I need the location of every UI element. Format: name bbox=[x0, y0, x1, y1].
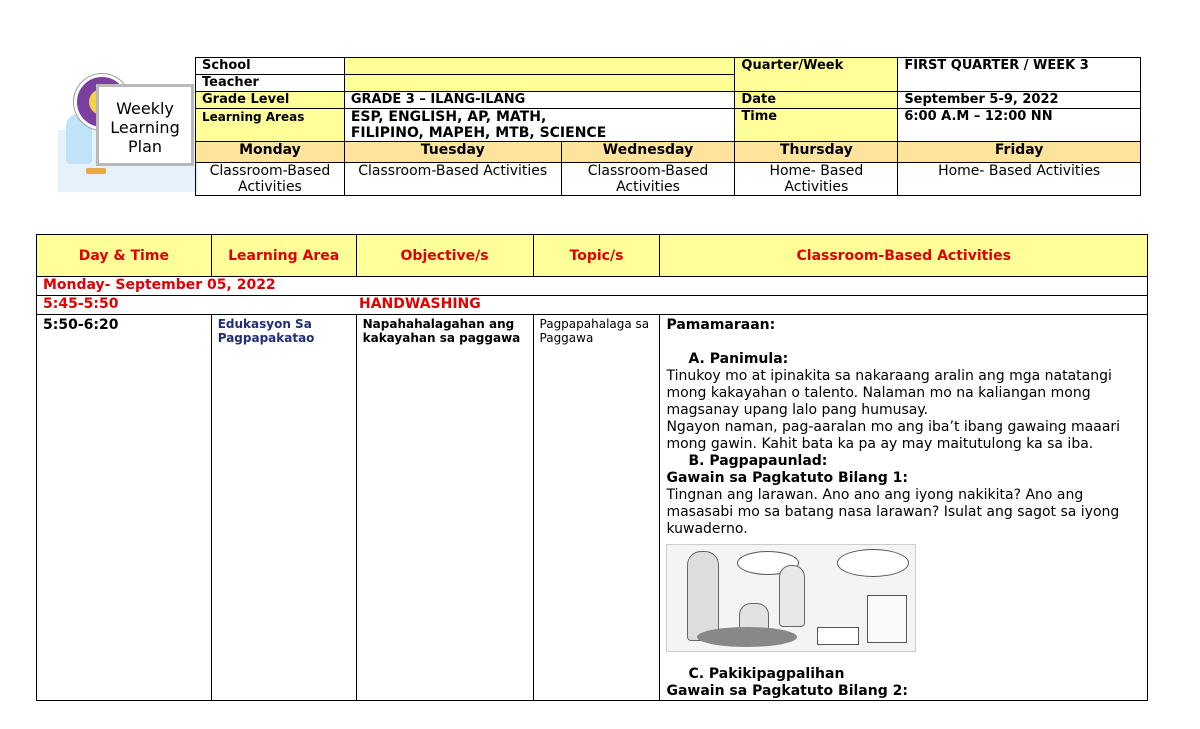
father-figure-icon bbox=[687, 551, 719, 641]
quarter-value: FIRST QUARTER / WEEK 3 bbox=[898, 58, 1141, 92]
weekly-learning-plan-logo bbox=[58, 70, 198, 192]
handwashing-row bbox=[37, 296, 1148, 315]
day-wednesday: Wednesday bbox=[561, 142, 735, 163]
learning-areas-value bbox=[344, 109, 735, 142]
quarter-label: Quarter/Week bbox=[735, 58, 898, 92]
time-label: Time bbox=[735, 109, 898, 142]
day-friday: Friday bbox=[898, 142, 1141, 163]
col-classroom-activities: Classroom-Based Activities bbox=[660, 235, 1148, 277]
handwashing-time: 5:45-5:50 bbox=[43, 296, 119, 312]
procedure-c-heading: C. Pakikipagpalihan bbox=[688, 666, 845, 682]
activity-tuesday: Classroom-Based Activities bbox=[344, 163, 561, 196]
day-thursday: Thursday bbox=[735, 142, 898, 163]
logo-line-1: Weekly bbox=[116, 99, 174, 118]
gawain-2-heading: Gawain sa Pagkatuto Bilang 2: bbox=[666, 683, 908, 699]
pencil-icon bbox=[86, 168, 106, 174]
date-label: Date bbox=[735, 92, 898, 109]
speech-bubble-right-icon bbox=[837, 549, 909, 577]
row-objective: Napahahalagahan ang kakayahan sa paggawa bbox=[356, 315, 533, 701]
row-procedure bbox=[660, 315, 1148, 701]
day-tuesday: Tuesday bbox=[344, 142, 561, 163]
activity-thursday: Home- Based Activities bbox=[735, 163, 898, 196]
time-value: 6:00 A.M – 12:00 NN bbox=[898, 109, 1141, 142]
learning-areas-label: Learning Areas bbox=[196, 109, 345, 142]
header-info-table bbox=[195, 57, 1141, 196]
procedure-title: Pamamaraan: bbox=[666, 317, 776, 333]
blackboard-panel bbox=[96, 84, 194, 166]
rug-icon bbox=[697, 627, 797, 647]
col-topics: Topic/s bbox=[533, 235, 660, 277]
procedure-a-text-2: Ngayon naman, pag-aaralan mo ang iba’t ibang gawaing maaari mong gawin. Kahit bata ka pa ay may maitutulong ka sa iba. bbox=[666, 419, 1121, 452]
row-learning-area: Edukasyon Sa Pagpapakatao bbox=[211, 315, 356, 701]
day-monday: Monday bbox=[196, 142, 345, 163]
lesson-plan-table bbox=[36, 234, 1148, 701]
row-topic: Pagpapahalaga sa Paggawa bbox=[533, 315, 660, 701]
illustration-image bbox=[666, 544, 916, 652]
col-objectives: Objective/s bbox=[356, 235, 533, 277]
grade-value: GRADE 3 – ILANG-ILANG bbox=[344, 92, 735, 109]
teacher-value[interactable] bbox=[344, 75, 735, 92]
learning-areas-line-1: ESP, ENGLISH, AP, MATH, bbox=[350, 109, 547, 125]
procedure-a-heading: A. Panimula: bbox=[688, 351, 789, 367]
day-heading: Monday- September 05, 2022 bbox=[37, 277, 1148, 296]
learning-areas-line-2: FILIPINO, MAPEH, MTB, SCIENCE bbox=[350, 125, 607, 141]
gawain-1-text: Tingnan ang larawan. Ano ano ang iyong nakikita? Ano ang masasabi mo sa batang nasa larawan? Isulat ang sagot sa iyong kuwaderno. bbox=[666, 487, 1120, 537]
col-day-time: Day & Time bbox=[37, 235, 212, 277]
school-label: School bbox=[196, 58, 345, 75]
logo-line-2: Learning bbox=[110, 118, 180, 137]
handwashing-label: HANDWASHING bbox=[359, 296, 481, 312]
logo-line-3: Plan bbox=[127, 137, 163, 156]
activity-friday: Home- Based Activities bbox=[898, 163, 1141, 196]
activity-wednesday: Classroom-Based Activities bbox=[561, 163, 735, 196]
row-time: 5:50-6:20 bbox=[37, 315, 212, 701]
grade-label: Grade Level bbox=[196, 92, 345, 109]
col-learning-area: Learning Area bbox=[211, 235, 356, 277]
activity-monday: Classroom-Based Activities bbox=[196, 163, 345, 196]
teacher-label: Teacher bbox=[196, 75, 345, 92]
chair-icon bbox=[867, 595, 907, 643]
school-value[interactable] bbox=[344, 58, 735, 75]
gawain-1-heading: Gawain sa Pagkatuto Bilang 1: bbox=[666, 470, 908, 486]
box-icon bbox=[817, 627, 859, 645]
date-value: September 5-9, 2022 bbox=[898, 92, 1141, 109]
procedure-b-heading: B. Pagpapaunlad: bbox=[688, 453, 828, 469]
procedure-a-text-1: Tinukoy mo at ipinakita sa nakaraang aralin ang mga natatangi mong kakayahan o talento. Nalaman mo na kaliangan mong magsanay upang lalo pang humusay. bbox=[666, 368, 1112, 418]
girl-figure-icon bbox=[779, 565, 805, 627]
